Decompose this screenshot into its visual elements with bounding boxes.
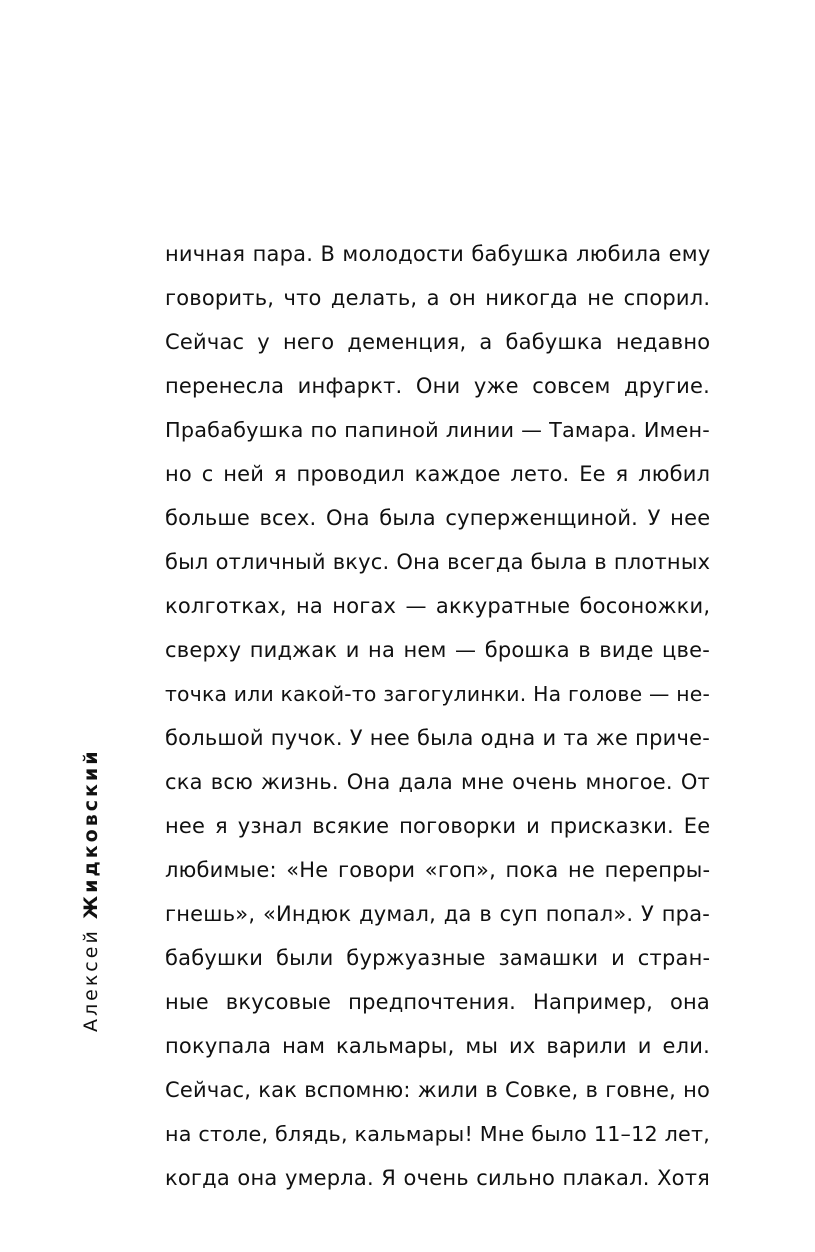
text-line: был отличный вкус. Она всегда была в плотных (165, 550, 711, 574)
text-line: когда она умерла. Я очень сильно плакал. Хотя (165, 1166, 710, 1190)
text-line: больше всех. Она была суперженщиной. У нее (165, 506, 711, 530)
text-line: колготках, на ногах — аккуратные босоножки, (165, 594, 711, 618)
text-line: любимые: «Не говори «гоп», пока не перепры- (165, 858, 711, 882)
author-spine (80, 748, 102, 1032)
text-line: на столе, блядь, кальмары! Мне было 11–12 лет, (165, 1122, 710, 1146)
text-line: но с ней я проводил каждое лето. Ее я любил (165, 462, 711, 486)
text-line: бабушки были буржуазные замашки и стран- (165, 946, 711, 970)
text-line: большой пучок. У нее была одна и та же приче- (165, 726, 710, 750)
text-line: Прабабушка по папиной линии — Тамара. Имен- (165, 418, 710, 442)
text-line: перенесла инфаркт. Они уже совсем другие. (165, 374, 710, 398)
body-text (165, 232, 710, 1200)
text-line: ска всю жизнь. Она дала мне очень многое. От (165, 770, 710, 794)
text-line: ничная пара. В молодости бабушка любила ему (165, 242, 711, 266)
author-last-name: Жидковский (80, 748, 102, 920)
text-line: сверху пиджак и на нем — брошка в виде цве- (165, 638, 710, 662)
text-line: Сейчас, как вспомню: жили в Совке, в говне, но (165, 1078, 711, 1102)
author-first-name: Алексей (80, 928, 102, 1032)
text-line: точка или какой-то загогулинки. На голове — не- (165, 682, 710, 706)
text-line: покупала нам кальмары, мы их варили и ели. (165, 1034, 710, 1058)
text-line: нее я узнал всякие поговорки и присказки. Ее (165, 814, 711, 838)
text-line: говорить, что делать, а он никогда не спорил. (165, 286, 711, 310)
text-line: ные вкусовые предпочтения. Например, она (165, 990, 710, 1014)
text-line: Сейчас у него деменция, а бабушка недавно (165, 330, 711, 354)
text-line: гнешь», «Индюк думал, да в суп попал». У пра- (165, 902, 711, 926)
